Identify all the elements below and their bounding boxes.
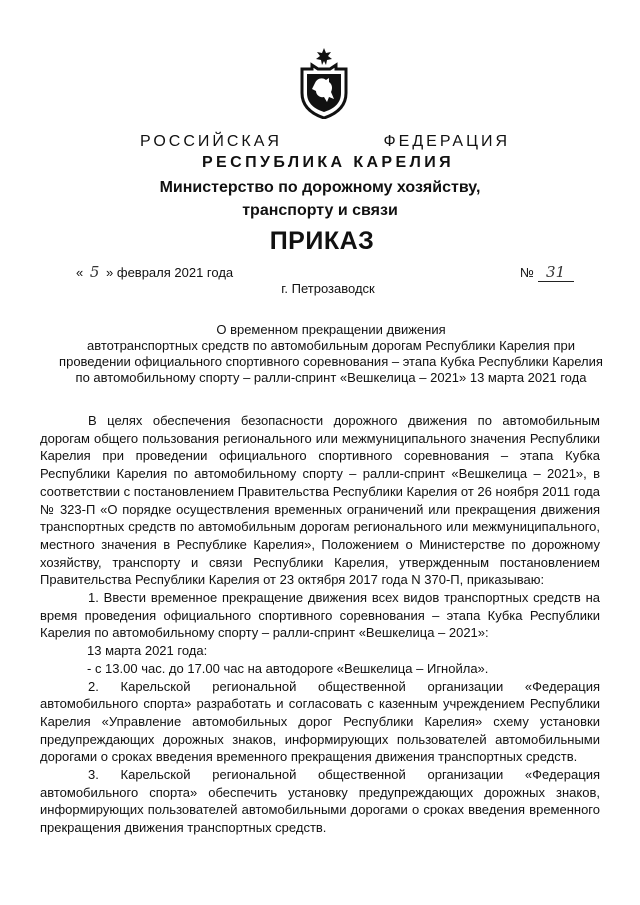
document-type-title: ПРИКАЗ — [269, 227, 375, 255]
subject-line-2: автотранспортных средств по автомобильным дорогам Республики Карелия при — [87, 338, 575, 353]
subject-line-4: по автомобильному спорту – ралли-спринт «Вешкелица – 2021» 13 марта 2021 года — [75, 370, 587, 385]
order-body — [40, 412, 600, 837]
ministry-line-1: Министерство по дорожному хозяйству, — [159, 179, 481, 196]
handwritten-day: 5 — [89, 263, 100, 281]
karelia-coat-of-arms-icon — [298, 47, 350, 119]
item-1-detail: - с 13.00 час. до 17.00 час на автодороге «Вешкелица – Игнойла». — [87, 660, 489, 676]
handwritten-number: 31 — [538, 263, 574, 282]
country-word-1: РОССИЙСКАЯ — [140, 133, 282, 150]
ministry-line-2: транспорту и связи — [242, 202, 398, 219]
order-subject — [40, 322, 622, 386]
date-month-year: » февраля 2021 года — [106, 265, 234, 280]
ministry-name — [0, 176, 640, 222]
subject-line-3: проведении официального спортивного соревнования – этапа Кубка Республики Карелия — [59, 354, 603, 369]
republic-name: РЕСПУБЛИКА КАРЕЛИЯ — [201, 154, 455, 171]
item-2: 2. Карельской региональной общественной организации «Федерация автомобильного спорта» разработать и согласовать с казенным учреждением Республики Карелия «Управление автомобильных дорог Республики Карелия» схему установки предупреждающих дорожных знаков, информирующих пользователей автомобильными дорогами о сроках введения временного прекращения движения транспортных средств. — [40, 678, 600, 765]
date-open-quote: « — [76, 265, 84, 280]
country-name — [140, 134, 510, 150]
preamble-paragraph: В целях обеспечения безопасности дорожного движения по автомобильным дорогам общего пользования регионального или межмуниципального значения Республики Карелия при проведении официального спортивного соревнования – этапа Кубка Республики Карелия по автомобильному спорту – ралли-спринт «Вешкелица – 2021», в соответствии с постановлением Правительства Республики Карелия от 26 ноября 2011 года № 323-П «О порядке осуществления временных ограничений или прекращения движения транспортных средств по автомобильным дорогам регионального или межмуниципального, местного значения в Республике Карелия», Положением о Министерстве по дорожному хозяйству, транспорту и связи Республики Карелия, утвержденным постановлением Правительства Республики Карелия от 23 октября 2017 года N 370-П, приказываю: — [40, 413, 600, 588]
city: г. Петрозаводск — [281, 281, 375, 296]
order-number — [520, 263, 574, 282]
subject-line-1: О временном прекращении движения — [216, 322, 446, 337]
item-1-date: 13 марта 2021 года: — [87, 643, 208, 659]
order-date — [76, 263, 233, 281]
country-word-2: ФЕДЕРАЦИЯ — [383, 133, 510, 150]
number-prefix: № — [520, 265, 534, 280]
item-1: 1. Ввести временное прекращение движения всех видов транспортных средств на время проведения официального спортивного соревнования – этапа Кубка Республики Карелия по автомобильному спорту – ралли-спринт «Вешкелица – 2021»: — [40, 590, 600, 641]
item-3: 3. Карельской региональной общественной организации «Федерация автомобильного спорта» обеспечить установку предупреждающих дорожных знаков, информирующих пользователей автомобильными дорогами о сроках введения временного прекращения движения транспортных средств. — [40, 767, 600, 836]
